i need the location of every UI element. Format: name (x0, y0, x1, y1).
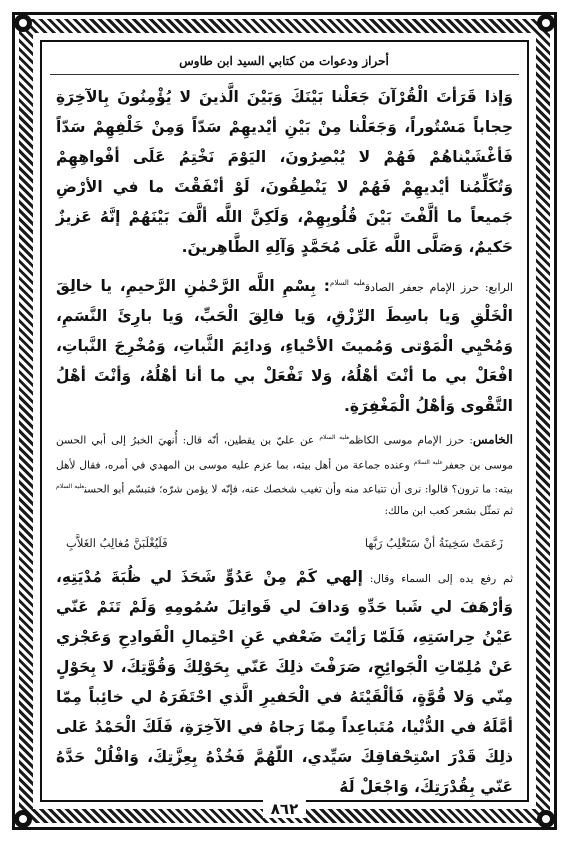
section-label-fourth: الرابع: حرز الإمام جعفر الصادق (364, 281, 513, 295)
blessing-mark: عليه السلام (56, 483, 85, 491)
narrative-text: عن عليّ بن يقطين، أنّه قال: أُنهيَ الخبرُ إلى أبي الحسن موسى بن جعفر (56, 434, 513, 472)
section-label-fifth: الخامس (472, 432, 513, 447)
narrative-text: : حرز الإمام موسى الكاظم (349, 434, 473, 447)
page-body (56, 82, 513, 802)
prayer-paragraph-1: وَإذا قَرَأتَ الْقُرْآنَ جَعَلْنا بَيْنَكَ وَبَيْنَ الَّذينَ لا يُؤْمِنُونَ بِالآخِرَةِ حِجاباً مَسْتُوراً، وَجَعَلْنا مِنْ بَيْنِ أيْديهِمْ سَدّاً وَمِنْ خَلْفِهِمْ سَدّاً فَأغْشَيْناهُمْ فَهُمْ لا يُبْصِرُونَ، اليَوْمَ نَخْتِمُ عَلَى أفْواهِهِمْ وَتُكَلِّمُنا أيْديهِمْ فَهُمْ لا يَنْطِقُونَ، لَوْ أنْفَقْتَ ما في الأرْضِ جَميعاً ما ألَّفْتَ بَيْنَ قُلُوبِهِمْ، وَلَكِنَّ اللَّه ألَّفَ بَيْنَهُمْ إنَّهُ عَزيزٌ حَكيمٌ، وَصَلَّى اللَّه عَلَى مُحَمَّدٍ وَآلِهِ الطَّاهِرينَ. (56, 88, 513, 256)
page-number-text: ٨٦٢ (263, 800, 306, 818)
blessing-mark: عليه السلام (319, 434, 350, 442)
prayer-intro: ثم رفع يده إلى السماء وقال: (362, 572, 513, 585)
prayer-text-4: إلهي كَمْ مِنْ عَدُوٍّ شَحَذَ لي ظُبَةَ مُدْيَتِهِ، وَأرْهَفَ لي شَبا حَدِّهِ وَدافَ لي قَواتِلَ سُمُومِهِ وَلَمْ تَنَمْ عَنّي عَيْنُ حِراسَتِهِ، فَلَمّا رَأيْتَ ضَعْفي عَنِ احْتِمالِ الْفَوادِحِ وَعَجْزي عَنْ مُلِمّاتِ الْجَوائِحِ، صَرَفْتَ ذلِكَ عَنّي بِحَوْلِكَ وَقُوَّتِكَ، لا بِحَوْلٍ مِنّي وَلا قُوَّةٍ، فَألْقَيْتَهُ في الْحَفيرِ الَّذي احْتَفَرَهُ لي خائِباً مِمّا أمَّلَهُ في الدُّنْيا، مُتَباعِداً مِمّا رَجاهُ في الآخِرَةِ، فَلَكَ الْحَمْدُ عَلى ذلِكَ قَدْرَ اسْتِحْقاقِكَ سَيِّدي، اللّهُمَّ فَخُذْهُ بِعِزَّتِكَ، وَافْلُلْ حَدَّهُ عَنّي بِقُدْرَتِكَ، وَاجْعَلْ لَهُ (56, 567, 513, 796)
header-title: أحراز ودعوات من كتابي السيد ابن طاوس (179, 54, 389, 68)
running-header (172, 50, 396, 72)
blessing-mark: عليه السلام (329, 279, 365, 287)
verse-second-hemistich: فَلَيُغْلَبَنَّ مُغالِبُ الغَلاَّبِ (66, 535, 168, 550)
narrative-text: وعنده جماعة من أهل بيته، بما عزم عليه موسى بن المهدي في أمره، فقال لأهل بيته: ما ترون؟ قالوا: نرى أن تتباعد منه وأن تغيب شخصك عنه، فإنّه لا يؤمن شرّه؛ فتبسّم أبو الحسن (56, 459, 513, 496)
page-number (0, 800, 569, 818)
corner-ornament-icon (8, 8, 38, 38)
verse-first-hemistich: زَعَمَتْ سَخِينَةُ أنْ سَتَغْلِبُ رَبَّها (364, 535, 503, 550)
poem-verse (66, 536, 503, 550)
header-rule (50, 74, 519, 75)
narrative-text: ثم تمثّل بشعر كعب ابن مالك: (384, 504, 513, 517)
blessing-mark: عليه السلام (413, 458, 443, 466)
prayer-paragraph-2 (56, 268, 513, 421)
prayer-paragraph-4 (56, 562, 513, 802)
narrative-paragraph-fifth (56, 427, 513, 522)
prayer-text-fourth: : بِسْمِ اللَّه الرَّحْمٰنِ الرَّحيمِ، يا خالِقَ الْخَلْقِ وَيا باسِطَ الرِّزْقِ، وَيا فالِقَ الْحَبِّ، وَيا بارِئَ النَّسَمِ، وَمُحْيِي الْمَوْتى وَمُميتَ الأحْياءِ، وَدائِمَ الثَّباتِ، وَمُخْرِجَ النَّباتِ، افْعَلْ بي ما أنْتَ أهْلُهُ، وَلا تَفْعَلْ بي ما أنا أهْلُهُ، وَأنْتَ أهْلُ التَّقْوى وَأهْلُ الْمَغْفِرَةِ. (56, 277, 513, 416)
corner-ornament-icon (531, 8, 561, 38)
